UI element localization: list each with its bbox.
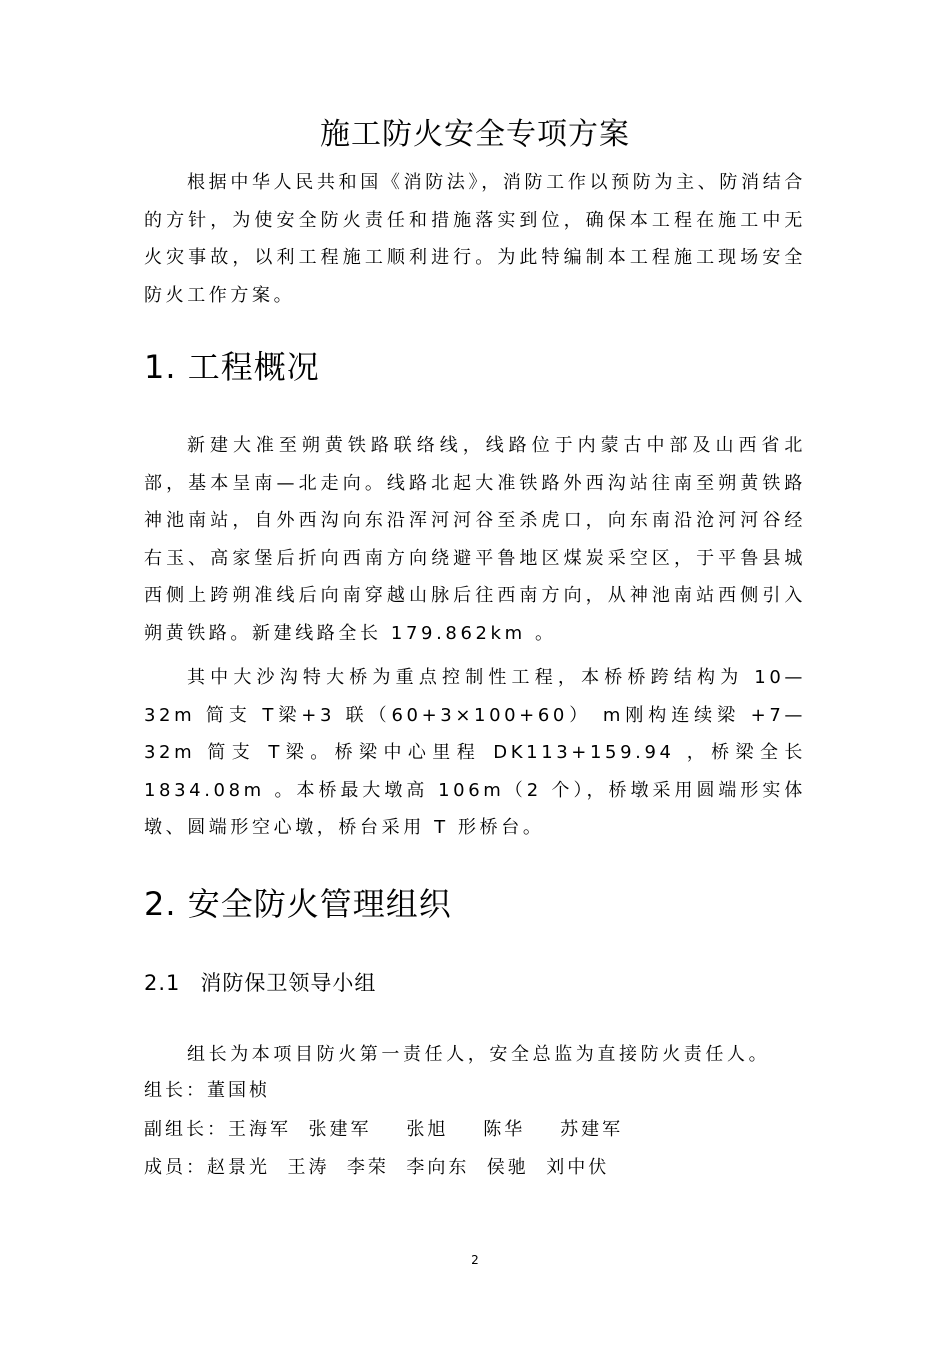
section-2-paragraph-1: 组长为本项目防火第一责任人，安全总监为直接防火责任人。 xyxy=(187,1044,771,1065)
section-2-heading: 2. 安全防火管理组织 xyxy=(144,885,452,923)
section-1-paragraph-2: 其中大沙沟特大桥为重点控制性工程，本桥桥跨结构为 10—32m 简支 T梁+3 联（60+3×100+60） m刚构连续梁 +7— 32m 简支 T梁。桥梁中心里程 DK113+159.94 ，桥梁全长 1834.08m 。本桥最大墩高 106m（2 个），桥墩采用圆端形实体墩、圆端形空心墩，桥台采用 T 形桥台。 xyxy=(144,667,806,839)
group-leader-line: 组长：董国桢 xyxy=(144,1080,270,1101)
document-title: 施工防火安全专项方案 xyxy=(320,117,630,152)
intro-paragraph: 根据中华人民共和国《消防法》，消防工作以预防为主、防消结合的方针，为使安全防火责任和措施落实到位，确保本工程在施工中无火灾事故，以利工程施工顺利进行。为此特编制本工程施工现场安全防火工作方案。 xyxy=(144,172,806,306)
subsection-number: 2.1 xyxy=(144,971,181,995)
deputy-leaders-line: 副组长：王海军 张建军 张旭 陈华 苏建军 xyxy=(144,1119,624,1140)
members-line: 成员：赵景光 王涛 李荣 李向东 侯驰 刘中伏 xyxy=(144,1157,610,1178)
section-1-paragraph-1: 新建大准至朔黄铁路联络线，线路位于内蒙古中部及山西省北部，基本呈南—北走向。线路北起大准铁路外西沟站往南至朔黄铁路神池南站，自外西沟向东沿浑河河谷至杀虎口，向东南沿沧河河谷经右玉、高家堡后折向西南方向绕避平鲁地区煤炭采空区，于平鲁县城西侧上跨朔准线后向南穿越山脉后往西南方向，从神池南站西侧引入朔黄铁路。新建线路全长 179.862km 。 xyxy=(144,435,806,644)
section-1-heading: 1. 工程概况 xyxy=(144,348,320,386)
subsection-title: 消防保卫领导小组 xyxy=(200,971,377,995)
subsection-2-1-heading xyxy=(144,968,376,998)
page-number: 2 xyxy=(471,1253,479,1267)
